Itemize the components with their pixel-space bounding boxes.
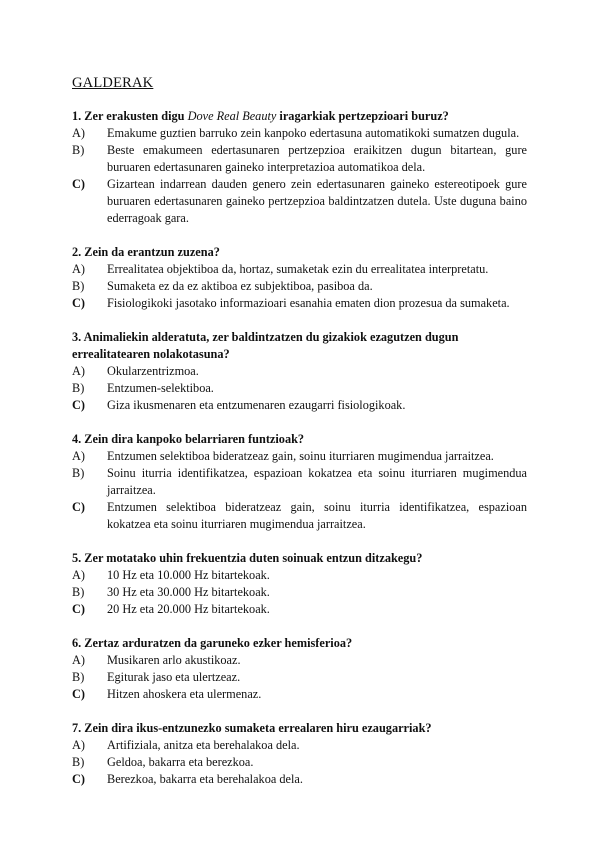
option-label: A) xyxy=(72,568,85,582)
option-label: A) xyxy=(72,738,85,752)
option-text: 20 Hz eta 20.000 Hz bitartekoak. xyxy=(107,602,270,616)
option-label: B) xyxy=(72,755,85,769)
option-label: C) xyxy=(72,296,85,310)
option-text: Artifiziala, anitza eta berehalakoa dela. xyxy=(107,738,300,752)
option-b xyxy=(72,380,527,397)
option-label: C) xyxy=(72,177,85,191)
question-text xyxy=(72,108,527,125)
option-b xyxy=(72,754,527,771)
question-3 xyxy=(72,329,527,414)
option-label: C) xyxy=(72,687,85,701)
option-text: Entzumen selektiboa bideratzeaz gain, soinu iturria identifikatzea, espazioan kokatzea eta soinu iturriaren mugimendua jarraitzea. xyxy=(107,500,527,531)
option-text: Okularzentrizmoa. xyxy=(107,364,199,378)
option-label: C) xyxy=(72,398,85,412)
option-a xyxy=(72,652,527,669)
option-text: Gizartean indarrean dauden genero zein edertasunaren gaineko estereotipoek gure buruaren edertasunaren gaineko pertzepzioa baldintzatzen dutela. Uste duguna baino ederragoak gara. xyxy=(107,177,527,225)
option-b xyxy=(72,465,527,499)
option-text: Sumaketa ez da ez aktiboa ez subjektiboa, pasiboa da. xyxy=(107,279,373,293)
option-text: Beste emakumeen edertasunaren pertzepzioa eraikitzen dugun bitartean, gure buruaren edertasunaren gaineko interpretazioa automatikoa dela. xyxy=(107,143,527,174)
option-label: A) xyxy=(72,364,85,378)
option-a xyxy=(72,363,527,380)
question-text: 6. Zertaz arduratzen da garuneko ezker hemisferioa? xyxy=(72,636,353,650)
option-a xyxy=(72,567,527,584)
option-label: B) xyxy=(72,585,85,599)
option-text: Soinu iturria identifikatzea, espazioan kokatzea eta soinu iturriaren mugimendua jarraitzea. xyxy=(107,466,527,497)
option-label: C) xyxy=(72,772,85,786)
option-text: Fisiologikoki jasotako informazioari esanahia ematen dion prozesua da sumaketa. xyxy=(107,296,510,310)
question-text: 2. Zein da erantzun zuzena? xyxy=(72,245,220,259)
option-c xyxy=(72,295,527,312)
option-label: A) xyxy=(72,449,85,463)
option-text: 10 Hz eta 10.000 Hz bitartekoak. xyxy=(107,568,270,582)
question-5 xyxy=(72,550,527,618)
option-label: B) xyxy=(72,670,85,684)
option-label: B) xyxy=(72,466,85,480)
question-text: 4. Zein dira kanpoko belarriaren funtzioak? xyxy=(72,432,305,446)
option-label: B) xyxy=(72,143,85,157)
option-text: Berezkoa, bakarra eta berehalakoa dela. xyxy=(107,772,303,786)
option-c xyxy=(72,176,527,227)
option-c xyxy=(72,686,527,703)
question-text: 5. Zer motatako uhin frekuentzia duten soinuak entzun ditzakegu? xyxy=(72,551,423,565)
question-text-end: iragarkiak pertzepzioari buruz? xyxy=(276,109,449,123)
document-page xyxy=(72,74,527,805)
question-2 xyxy=(72,244,527,312)
option-text: Hitzen ahoskera eta ulermenaz. xyxy=(107,687,262,701)
option-label: B) xyxy=(72,381,85,395)
option-c xyxy=(72,397,527,414)
question-4 xyxy=(72,431,527,533)
option-text: 30 Hz eta 30.000 Hz bitartekoak. xyxy=(107,585,270,599)
option-c xyxy=(72,771,527,788)
option-text: Giza ikusmenaren eta entzumenaren ezaugarri fisiologikoak. xyxy=(107,398,406,412)
option-text: Entzumen selektiboa bideratzeaz gain, soinu iturriaren mugimendua jarraitzea. xyxy=(107,449,494,463)
option-b xyxy=(72,669,527,686)
page-title: GALDERAK xyxy=(72,75,154,91)
option-label: A) xyxy=(72,262,85,276)
option-label: A) xyxy=(72,653,85,667)
option-text: Musikaren arlo akustikoaz. xyxy=(107,653,241,667)
question-1 xyxy=(72,108,527,227)
option-label: C) xyxy=(72,602,85,616)
question-text-start: 1. Zer erakusten digu xyxy=(72,109,188,123)
question-text: 3. Animaliekin alderatuta, zer baldintzatzen du gizakiok ezagutzen dugun errealitatearen nolakotasuna? xyxy=(72,330,459,361)
option-c xyxy=(72,499,527,533)
question-7 xyxy=(72,720,527,788)
question-text: 7. Zein dira ikus-entzunezko sumaketa errealaren hiru ezaugarriak? xyxy=(72,721,432,735)
option-text: Egiturak jaso eta ulertzeaz. xyxy=(107,670,241,684)
question-6 xyxy=(72,635,527,703)
option-label: C) xyxy=(72,500,85,514)
option-a xyxy=(72,261,527,278)
option-c xyxy=(72,601,527,618)
option-text: Entzumen-selektiboa. xyxy=(107,381,214,395)
option-b xyxy=(72,584,527,601)
option-label: A) xyxy=(72,126,85,140)
option-text: Emakume guztien barruko zein kanpoko edertasuna automatikoki sumatzen dugula. xyxy=(107,126,520,140)
option-a xyxy=(72,125,527,142)
option-a xyxy=(72,737,527,754)
option-b xyxy=(72,278,527,295)
option-label: B) xyxy=(72,279,85,293)
option-text: Errealitatea objektiboa da, hortaz, sumaketak ezin du errealitatea interpretatu. xyxy=(107,262,489,276)
question-text-italic: Dove Real Beauty xyxy=(187,109,277,123)
option-text: Geldoa, bakarra eta berezkoa. xyxy=(107,755,254,769)
option-b xyxy=(72,142,527,176)
option-a xyxy=(72,448,527,465)
